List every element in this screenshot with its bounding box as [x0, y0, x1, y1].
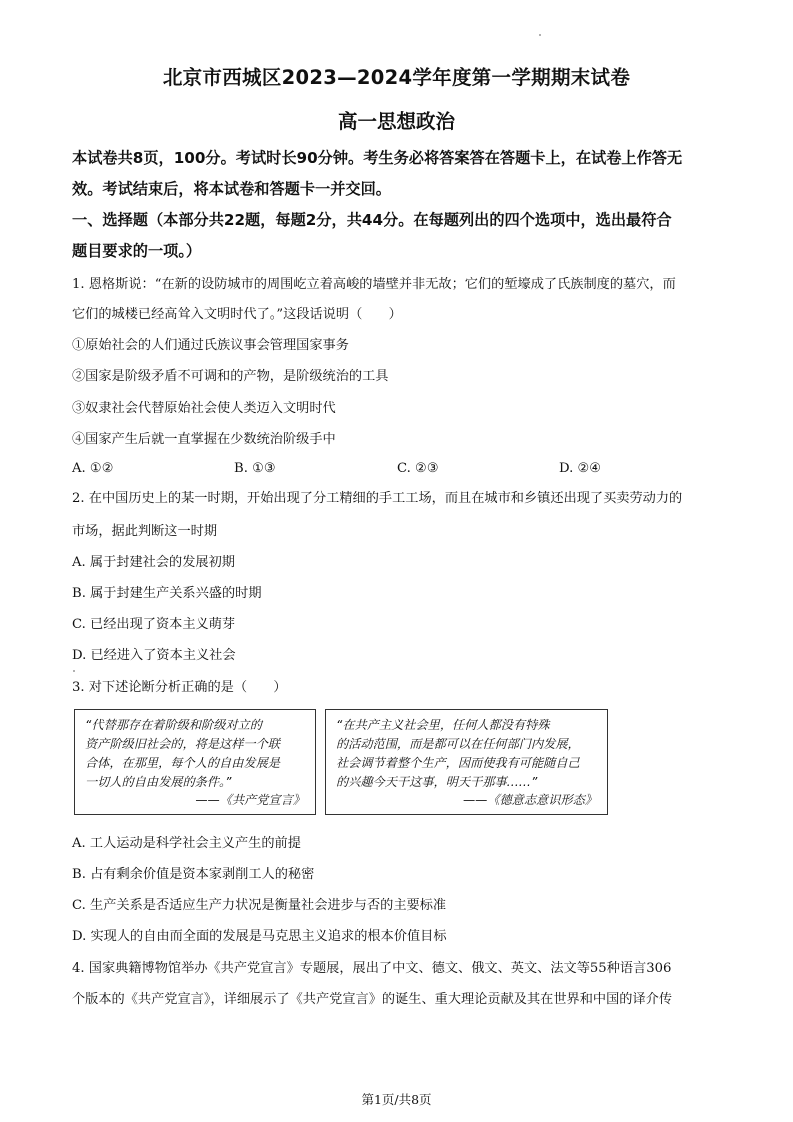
quote-box-german-ideology — [325, 709, 608, 815]
quote-right-line-3: 社会调节着整个生产，因而使我有可能随自己 — [336, 756, 580, 770]
q3-stem: 3. 对下述论断分析正确的是（ ） — [72, 680, 287, 695]
instructions-line-1: 本试卷共8页，100分。考试时长90分钟。考生务必将答案答在答题卡上，在试卷上作答无 — [72, 149, 683, 167]
q3-option-c: C. 生产关系是否适应生产力状况是衡量社会进步与否的主要标准 — [72, 898, 447, 913]
quote-right-line-1: “在共产主义社会里，任何人都没有特殊 — [336, 718, 550, 732]
q2-option-d: D. 已经进入了资本主义社会 — [72, 648, 236, 663]
quote-right-text — [336, 716, 599, 792]
q1-statement-4: ④国家产生后就一直掌握在少数统治阶级手中 — [72, 432, 336, 447]
q1-stem-line-1: 1. 恩格斯说：“在新的设防城市的周围屹立着高峻的墙壁并非无故；它们的堑壕成了氏族制度的墓穴，而 — [72, 277, 676, 292]
q4-stem-line-2: 个版本的《共产党宣言》，详细展示了《共产党宣言》的诞生、重大理论贡献及其在世界和中国的译介传 — [72, 992, 673, 1007]
quote-left-line-4: 一切人的自由发展的条件。” — [85, 775, 232, 789]
instructions-line-2: 效。考试结束后，将本试卷和答题卡一并交回。 — [72, 180, 391, 198]
instructions — [72, 143, 727, 205]
quote-left-line-1: “代替那存在着阶级和阶级对立的 — [85, 718, 262, 732]
q1-options — [72, 461, 732, 479]
q1-option-d: D. ②④ — [559, 461, 602, 476]
q2-option-a: A. 属于封建社会的发展初期 — [72, 555, 235, 570]
quote-right-line-2: 的活动范围，而是都可以在任何部门内发展， — [336, 737, 580, 751]
q3-option-a: A. 工人运动是科学社会主义产生的前提 — [72, 836, 301, 851]
q1-statement-2: ②国家是阶级矛盾不可调和的产物，是阶级统治的工具 — [72, 369, 389, 384]
q1-option-b: B. ①③ — [234, 461, 276, 476]
quote-right-source: ——《德意志意识形态》 — [462, 793, 597, 807]
q4-stem-line-1: 4. 国家典籍博物馆举办《共产党宣言》专题展，展出了中文、德文、俄文、英文、法文等55种语言306 — [72, 961, 672, 976]
quote-left-text — [85, 716, 307, 792]
quote-box-communist-manifesto — [74, 709, 316, 815]
q1-option-c: C. ②③ — [397, 461, 439, 476]
scan-speck — [73, 670, 75, 672]
page-number: 第1页/共8页 — [361, 1092, 432, 1107]
exam-subject: 高一思想政治 — [337, 110, 455, 133]
q2-option-c: C. 已经出现了资本主义萌芽 — [72, 617, 236, 632]
q1-statement-1: ①原始社会的人们通过氏族议事会管理国家事务 — [72, 338, 349, 353]
q1-statement-3: ③奴隶社会代替原始社会使人类迈入文明时代 — [72, 401, 336, 416]
q1-stem-line-2: 它们的城楼已经高耸入文明时代了。”这段话说明（ ） — [72, 307, 402, 322]
q2-option-b: B. 属于封建生产关系兴盛的时期 — [72, 586, 262, 601]
q2-stem-line-2: 市场，据此判断这一时期 — [72, 524, 218, 539]
q3-option-d: D. 实现人的自由而全面的发展是马克思主义追求的根本价值目标 — [72, 929, 447, 944]
quote-left-line-3: 合体，在那里，每个人的自由发展是 — [85, 756, 280, 770]
section-heading — [72, 205, 727, 267]
q2-stem-line-1: 2. 在中国历史上的某一时期，开始出现了分工精细的手工工场，而且在城市和乡镇还出现了买卖劳动力的 — [72, 491, 683, 506]
scan-speck — [539, 34, 541, 36]
quote-right-line-4: 的兴趣今天干这事，明天干那事……” — [336, 775, 538, 789]
quote-left-source: ——《共产党宣言》 — [195, 793, 305, 807]
exam-title: 北京市西城区2023—2024学年度第一学期期末试卷 — [162, 66, 631, 89]
section-heading-line-1: 一、选择题（本部分共22题，每题2分，共44分。在每题列出的四个选项中，选出最符合 — [72, 211, 672, 229]
section-heading-line-2: 题目要求的一项。） — [72, 242, 202, 260]
q1-option-a: A. ①② — [72, 461, 114, 476]
quote-left-line-2: 资产阶级旧社会的，将是这样一个联 — [85, 737, 280, 751]
q3-option-b: B. 占有剩余价值是资本家剥削工人的秘密 — [72, 867, 315, 882]
